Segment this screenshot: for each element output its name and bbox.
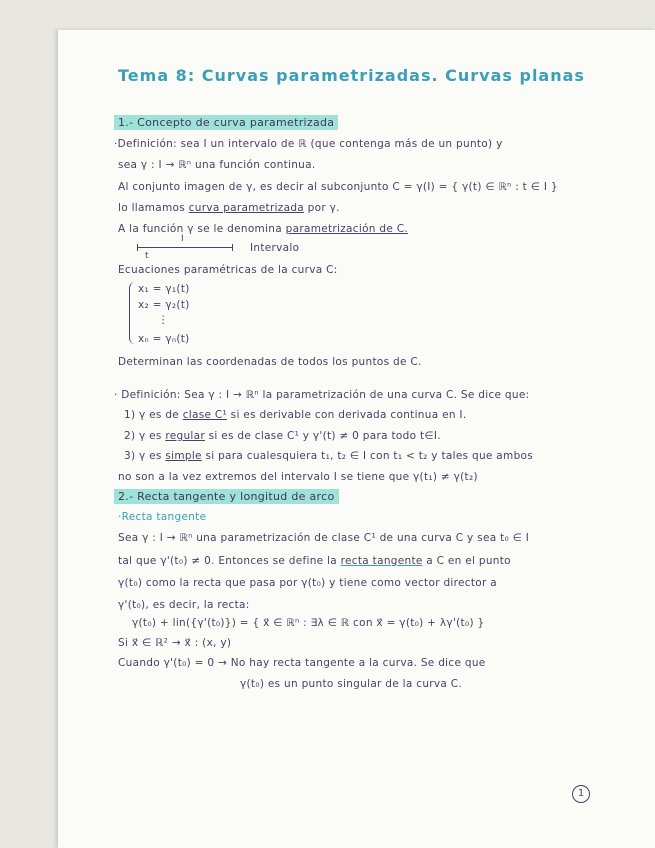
definition-2-item-3-cont: no son a la vez extremos del intervalo I se tiene que γ(t₁) ≠ γ(t₂) (118, 471, 478, 483)
section-1-heading: 1.- Concepto de curva parametrizada (114, 115, 338, 130)
interval-label: Intervalo (250, 242, 300, 254)
tangent-line-2: tal que γ'(t₀) ≠ 0. Entonces se define la recta tangente a C en el punto (118, 555, 511, 567)
definition-1-line-2: sea γ : I → ℝⁿ una función continua. (118, 159, 316, 171)
tangent-line-6: Cuando γ'(t₀) = 0 → No hay recta tangente a la curva. Se dice que (118, 657, 486, 669)
equations-intro: Ecuaciones paramétricas de la curva C: (118, 264, 338, 276)
tangent-line-1: Sea γ : I → ℝⁿ una parametrización de clase C¹ de una curva C y sea t₀ ∈ I (118, 532, 530, 544)
tangent-line-5: Si x⃗ ∈ ℝ² → x⃗ : (x, y) (118, 637, 232, 649)
interval-diagram (137, 247, 233, 248)
tangent-line-4: γ'(t₀), es decir, la recta: (118, 599, 250, 611)
determine-line: Determinan las coordenadas de todos los puntos de C. (118, 356, 422, 368)
page-title: Tema 8: Curvas parametrizadas. Curvas planas (118, 66, 585, 85)
brace (129, 282, 136, 344)
equation-1: x₁ = γ₁(t) (138, 283, 190, 295)
parametrization-line: A la función γ se le denomina parametrización de C. (118, 223, 409, 235)
tangent-line-3: γ(t₀) como la recta que pasa por γ(t₀) y tiene como vector director a (118, 577, 497, 589)
interval-top-label: I (181, 234, 184, 244)
definition-2-item-3: 3) γ es simple si para cualesquiera t₁, t₂ ∈ I con t₁ < t₂ y tales que ambos (124, 450, 534, 462)
equation-n: xₙ = γₙ(t) (138, 333, 190, 345)
section-2-heading: 2.- Recta tangente y longitud de arco (114, 489, 339, 504)
definition-2-intro: · Definición: Sea γ : I → ℝⁿ la parametrización de una curva C. Se dice que: (114, 389, 530, 401)
subheading-recta-tangente: ·Recta tangente (118, 511, 207, 523)
image-set-line-1: Al conjunto imagen de γ, es decir al subconjunto C = γ(I) = { γ(t) ∈ ℝⁿ : t ∈ I } (118, 181, 558, 193)
interval-bottom-label: t (145, 251, 149, 261)
definition-2-item-1: 1) γ es de clase C¹ si es derivable con derivada continua en I. (124, 409, 467, 421)
tangent-line-7: γ(t₀) es un punto singular de la curva C. (240, 678, 463, 690)
tangent-formula: γ(t₀) + lin({γ'(t₀)}) = { x⃗ ∈ ℝⁿ : ∃λ ∈ ℝ con x⃗ = γ(t₀) + λγ'(t₀) } (132, 617, 485, 629)
page-number: 1 (572, 785, 590, 803)
equation-2: x₂ = γ₂(t) (138, 299, 190, 311)
definition-1-line-1: ·Definición: sea I un intervalo de ℝ (que contenga más de un punto) y (114, 138, 503, 150)
equation-dots: ⋮ (158, 314, 169, 326)
image-set-line-2: lo llamamos curva parametrizada por γ. (118, 202, 340, 214)
definition-2-item-2: 2) γ es regular si es de clase C¹ y γ'(t) ≠ 0 para todo t∈I. (124, 430, 441, 442)
